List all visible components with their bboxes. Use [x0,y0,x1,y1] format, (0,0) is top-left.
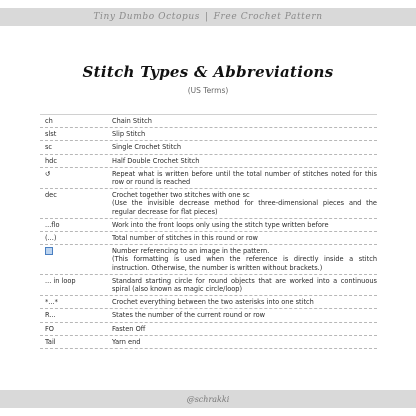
abbreviation-cell: FO [45,324,54,333]
description-cell: Half Double Crochet Stitch [112,156,200,165]
table-row [40,219,377,232]
description-cell: Crochet everything between the two asterisks into one stitch [112,298,314,307]
author-handle: @schrakki [186,394,230,404]
table-row [40,309,377,322]
pattern-type: Free Crochet Pattern [213,12,323,22]
description-cell: Total number of stitches in this round or row [112,234,258,243]
abbreviations-table [40,114,377,349]
abbreviation-cell: ch [45,117,53,125]
header-separator: | [205,12,209,22]
footer-bar [0,390,416,408]
description-cell: Slip Stitch [112,130,146,139]
table-row [40,141,377,154]
table-row [40,155,377,168]
description-cell: Work into the front loops only using the stitch type written before [112,220,329,229]
description-cell: Repeat what is written before until the total number of stitches noted for this row or round is reached [112,169,377,187]
image-reference-icon [45,247,53,255]
abbreviation-cell: (...) [45,234,57,243]
page-subtitle: (US Terms) [187,86,229,95]
table-row [40,128,377,141]
pattern-name: Tiny Dumbo Octopus [93,12,200,22]
abbreviation-cell [40,245,112,274]
description-cell: Crochet together two stitches with one sc (Use the invisible decrease method for three-dimensional pieces and the regular decrease for flat pieces) [112,191,377,216]
page-title: Stitch Types & Abbreviations [82,63,334,81]
description-cell: Standard starting circle for round objects that are worked into a continuous spiral (also known as magic circle/loop) [112,276,377,294]
table-row [40,296,377,309]
description-cell: States the number of the current round or row [112,311,266,320]
table-row [40,245,377,275]
abbreviation-cell: ...flo [45,220,60,229]
description-cell: Number referencing to an image in the pattern. (This formatting is used when the reference is directly inside a stitch instruction. Otherwise, the number is written without brackets.) [112,247,377,272]
abbreviation-cell: slst [45,130,57,139]
description-cell: Chain Stitch [112,117,152,125]
table-row [40,168,377,189]
abbreviation-cell: hdc [45,156,57,165]
description-cell: Fasten Off [112,324,146,333]
abbreviation-cell: dec [45,191,57,200]
table-row [40,323,377,336]
table-row [40,275,377,296]
abbreviation-cell: sc [45,143,53,152]
description-cell: Single Crochet Stitch [112,143,182,152]
abbreviation-cell: ... in loop [45,276,76,285]
table-row [40,114,377,128]
table-row [40,336,377,349]
table-row [40,232,377,245]
abbreviation-cell: *...* [45,298,58,307]
header-bar [0,8,416,26]
abbreviation-cell: ↺ [45,169,51,178]
abbreviation-cell: Tail [45,337,56,346]
abbreviation-cell: R... [45,311,56,320]
description-cell: Yarn end [112,337,141,346]
table-row [40,189,377,219]
